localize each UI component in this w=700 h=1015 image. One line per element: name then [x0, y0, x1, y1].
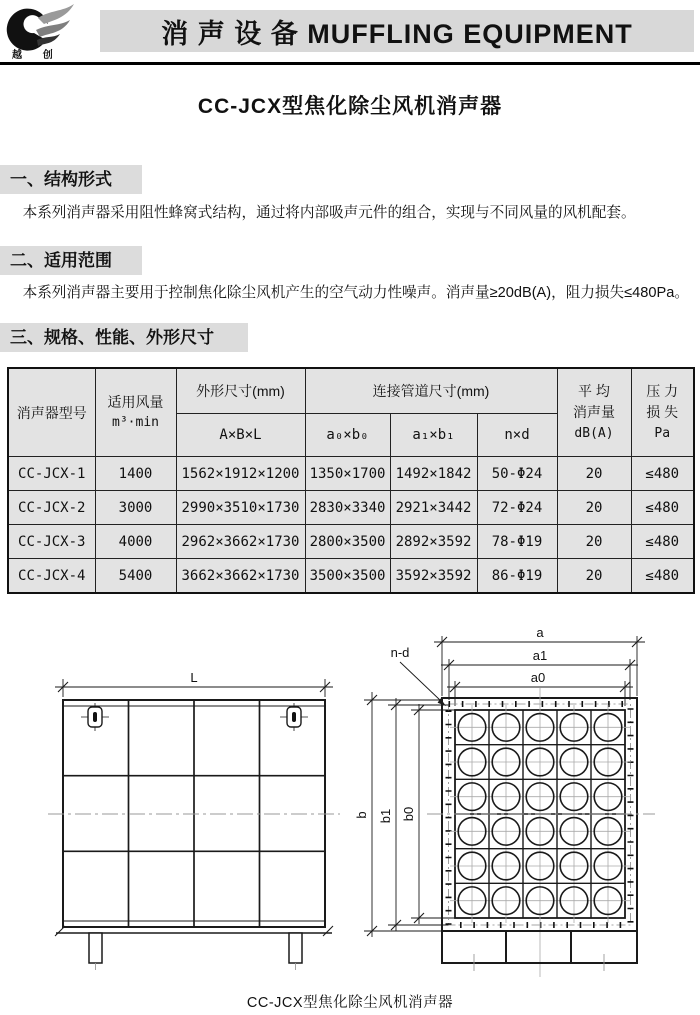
- cell-a0b0: 1350×1700: [305, 457, 390, 491]
- cell-pressure: ≤480: [631, 457, 694, 491]
- cell-flow: 1400: [95, 457, 176, 491]
- section-heading-structure: 一、结构形式: [0, 165, 142, 194]
- col-header-avg-l2: 消声量: [573, 404, 615, 421]
- cell-a0b0: 2800×3500: [305, 525, 390, 559]
- cell-model: CC-JCX-3: [8, 525, 95, 559]
- cell-model: CC-JCX-2: [8, 491, 95, 525]
- col-header-abl: A×B×L: [176, 414, 305, 457]
- cell-nd: 86-Φ19: [477, 559, 557, 594]
- section-body-structure: 本系列消声器采用阻性蜂窝式结构，通过将内部吸声元件的组合，实现与不同风量的风机配套。: [22, 205, 636, 221]
- table-row: [8, 525, 694, 559]
- cell-pressure: ≤480: [631, 491, 694, 525]
- cell-pressure: ≤480: [631, 559, 694, 594]
- cell-abl: 2962×3662×1730: [176, 525, 305, 559]
- cell-avg: 20: [557, 525, 631, 559]
- section-heading-specs: 三、规格、性能、外形尺寸: [0, 323, 248, 352]
- cell-a1b1: 3592×3592: [390, 559, 477, 594]
- cell-nd: 72-Φ24: [477, 491, 557, 525]
- cell-a0b0: 3500×3500: [305, 559, 390, 594]
- bolt-count-label: n-d: [390, 645, 410, 660]
- col-header-dims-group: 外形尺寸(mm): [176, 368, 305, 414]
- brand-logo: [4, 2, 96, 62]
- col-header-pressure-unit: Pa: [654, 426, 671, 442]
- table-row: [8, 491, 694, 525]
- col-header-flow: [95, 368, 176, 457]
- leg-left: [89, 933, 102, 963]
- cell-a1b1: 2921×3442: [390, 491, 477, 525]
- section-body-application: 本系列消声器主要用于控制焦化除尘风机产生的空气动力性噪声。消声量≥20dB(A)，阻力损失≤480Pa。: [22, 285, 689, 301]
- dim-label-a: a: [536, 625, 544, 640]
- cell-avg: 20: [557, 559, 631, 594]
- dim-label-b: b: [354, 811, 369, 819]
- dim-label-a1: a1: [532, 648, 548, 663]
- cell-abl: 3662×3662×1730: [176, 559, 305, 594]
- dim-label-a0: a0: [530, 670, 546, 685]
- col-header-pipe-group: 连接管道尺寸(mm): [305, 368, 557, 414]
- spec-table: [7, 367, 695, 594]
- dim-label-b1: b1: [378, 808, 393, 824]
- muffler-front-view: [364, 636, 655, 977]
- col-header-avg-l1: 平 均: [578, 382, 610, 399]
- table-row: [8, 457, 694, 491]
- cell-a1b1: 2892×3592: [390, 525, 477, 559]
- cell-flow: 3000: [95, 491, 176, 525]
- figure-caption: CC-JCX型焦化除尘风机消声器: [246, 995, 454, 1011]
- cell-abl: 2990×3510×1730: [176, 491, 305, 525]
- dim-label-b0: b0: [401, 806, 416, 822]
- col-header-pressure: [631, 368, 694, 457]
- col-header-a0b0: a₀×b₀: [305, 414, 390, 457]
- col-header-pressure-l1: 压 力: [646, 382, 679, 399]
- col-header-model: 消声器型号: [8, 368, 95, 457]
- leg-right: [289, 933, 302, 963]
- cell-nd: 78-Φ19: [477, 525, 557, 559]
- lifting-lug-left: [81, 703, 109, 731]
- header-banner-title: 消 声 设 备 MUFFLING EQUIPMENT: [161, 18, 633, 49]
- brand-logo-text: 越 创: [12, 50, 62, 61]
- col-header-flow-unit: m³·min: [112, 415, 159, 431]
- col-header-avg-unit: dB(A): [574, 426, 614, 442]
- header-banner: [100, 10, 694, 52]
- table-row: [8, 559, 694, 594]
- cell-avg: 20: [557, 491, 631, 525]
- dim-label-L: L: [190, 670, 198, 685]
- col-header-flow-label: 适用风量: [107, 393, 164, 410]
- cell-model: CC-JCX-1: [8, 457, 95, 491]
- header-divider: [0, 62, 700, 65]
- cell-nd: 50-Φ24: [477, 457, 557, 491]
- base-blocks: [442, 931, 637, 971]
- col-header-a1b1: a₁×b₁: [390, 414, 477, 457]
- muffler-side-view: [48, 679, 340, 970]
- lifting-lug-right: [280, 703, 308, 731]
- col-header-pressure-l2: 损 失: [646, 404, 679, 421]
- col-header-nd: n×d: [477, 414, 557, 457]
- cell-a0b0: 2830×3340: [305, 491, 390, 525]
- page-title: CC-JCX型焦化除尘风机消声器: [197, 95, 503, 118]
- cell-avg: 20: [557, 457, 631, 491]
- cell-abl: 1562×1912×1200: [176, 457, 305, 491]
- table-header-row-1: [8, 368, 694, 414]
- col-header-avg: [557, 368, 631, 457]
- section-heading-application: 二、适用范围: [0, 246, 142, 275]
- cell-a1b1: 1492×1842: [390, 457, 477, 491]
- figure-svg: [0, 610, 700, 1015]
- cell-flow: 5400: [95, 559, 176, 594]
- cell-pressure: ≤480: [631, 525, 694, 559]
- cell-flow: 4000: [95, 525, 176, 559]
- cell-model: CC-JCX-4: [8, 559, 95, 594]
- bolt-leader-line: [400, 662, 441, 701]
